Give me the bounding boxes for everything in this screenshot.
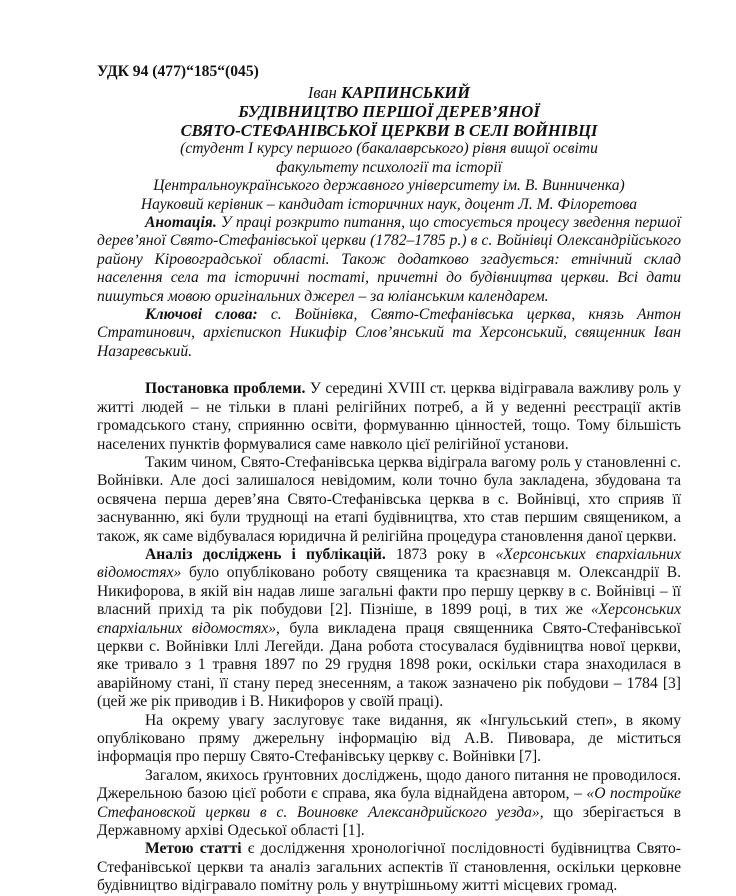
- para5-archive-title: «О постройке Стефановской церкви в с. Воиновке Александрийского уезда»: [97, 785, 681, 821]
- document-page: [97, 63, 681, 896]
- keywords: [97, 306, 681, 361]
- affiliation-line1: (студент І курсу першого (бакалаврського) рівня вищої освіти: [180, 140, 598, 158]
- para5-text-1: Загалом, якихось ґрунтовних досліджень, щодо даного питання не проводилося. Джерельною базою цієї роботи є справа, яка була віднайдена автором, –: [97, 766, 681, 803]
- abstract: [97, 214, 681, 306]
- paragraph-analysis: [97, 546, 681, 712]
- paragraph-4: На окрему увагу заслуговує таке видання, як «Інгульський степ», в якому опубліковано пряму джерельну інформацію від А.В. Пивовара, де міститься інформація про першу Свято-Стефанівську церкву с. Войнівки [7].: [97, 711, 681, 766]
- affiliation-line3: Центральноукраїнського державного університету ім. В. Винниченка): [153, 177, 625, 195]
- keywords-text: с. Войнівка, Свято-Стефанівська церква, князь Антон Стратинович, архієпископ Никифір Слов’янський та Херсонський, священник Іван Назаревський.: [97, 306, 681, 360]
- article-header: [97, 83, 681, 214]
- paragraph-2: Таким чином, Свято-Стефанівська церква відіграла вагому роль у становленні с. Войнівки. Але досі залишалося невідомим, коли точно була закладена, збудована та освячена перша дерев’яна Свято-Стефанівська церква в с. Войнівці, хто сприяв її заснуванню, які були труднощі на етапі будівництва, хто став першим священиком, а також, як саме відбувалася юридична й релігійна процедура становлення даної церкви.: [97, 453, 681, 545]
- analysis-source-2: «Херсонських єпархіальних відомостях»: [97, 601, 681, 637]
- udk-code: УДК 94 (477)“185“(045): [97, 63, 259, 80]
- article-title-line2: СВЯТО-СТЕФАНІВСЬКОЇ ЦЕРКВИ В СЕЛІ ВОЙНІВЦІ: [180, 121, 598, 141]
- article-title-line1: БУДІВНИЦТВО ПЕРШОЇ ДЕРЕВ’ЯНОЇ: [238, 102, 540, 122]
- paragraph-aim: [97, 840, 681, 895]
- analysis-text-2: було опубліковано роботу священика та краєзнавця м. Олександрії В. Никифорова, в якій він надав лише загальні факти про першу церкву в с. Войнівці – її власний прихід та рік побудови [2]. Пізніше, в 1899 році, в тих же: [97, 564, 681, 619]
- analysis-text-1: 1873 року в: [385, 545, 496, 563]
- abstract-label: Анотація.: [145, 214, 217, 232]
- analysis-label: Аналіз досліджень і публікацій.: [145, 545, 386, 563]
- author-first-name: Іван: [307, 83, 337, 103]
- section-gap: [97, 361, 681, 380]
- affiliation-line2: факультету психології та історії: [276, 158, 502, 176]
- paragraph-problem: [97, 380, 681, 454]
- problem-label: Постановка проблеми.: [145, 380, 306, 398]
- analysis-source-1: «Херсонських єпархіальних відомостях»: [97, 545, 681, 582]
- analysis-text-3: , була викладена праця священника Свято-Стефанівської церкви с. Войнівки Іллі Легейди. Дана робота стосувалася будівництва нової церкви, яке тривало з 1 травня 1897 по 29 грудня 1898 роки, оскільки стара знаходилася в аварійному стані, її стану перед знесенням, а також зазначено рік побудови – 1784 [3] (цей же рік приводив і В. Никифоров у своїй праці).: [97, 619, 681, 711]
- keywords-label: Ключові слова:: [145, 306, 258, 324]
- supervisor: Науковий керівник – кандидат історичних наук, доцент Л. М. Філоретова: [140, 195, 638, 213]
- para5-text-2: , що зберігається в Державному архіві Одеської області [1].: [97, 803, 682, 840]
- aim-text: є дослідження хронологічної послідовності будівництва Свято-Стефанівської церкви та аналіз загальних аспектів її становлення, оскільки церковне будівництво відігравало помітну роль у внутрішньому житті місцевих громад.: [97, 840, 681, 895]
- problem-text: У середині XVIII ст. церква відігравала важливу роль у житті людей – не тільки в плані релігійних потреб, а й у веденні реєстрації актів громадського стану, сприянню освіти, формуванню цінностей, тощо. Тому більшість населених пунктів формувалися саме навколо цієї релігійної установи.: [97, 380, 681, 453]
- abstract-text: У праці розкрито питання, що стосується процесу зведення першої дерев’яної Свято-Стефанівської церкви (1782–1785 р.) в с. Войнівці Олександрійського району Кіровоградської області. Також додатково згадується: етнічний склад населення села та історичні постаті, причетні до будівництва церкви. Всі дати пишуться мовою оригінальних джерел – за юліанським календарем.: [97, 214, 681, 305]
- author-name: [97, 83, 681, 102]
- author-last-name: КАРПИНСЬКИЙ: [341, 83, 471, 103]
- paragraph-5: [97, 767, 681, 841]
- aim-label: Метою статті: [145, 840, 242, 858]
